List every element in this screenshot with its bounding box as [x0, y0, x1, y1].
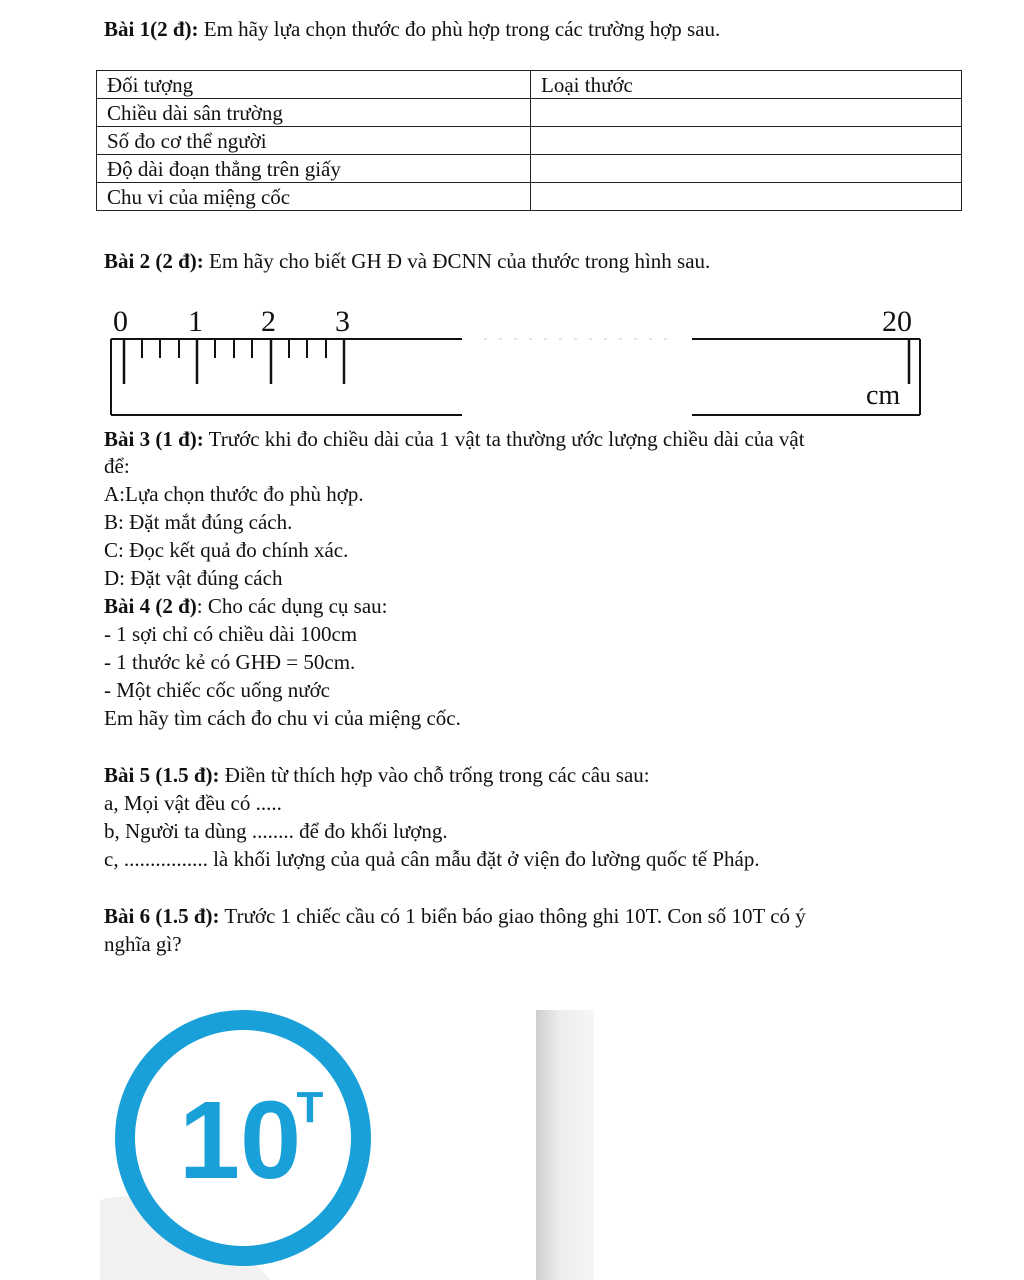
b6-heading — [104, 903, 806, 929]
b5-line-b: b, Người ta dùng ........ để đo khối lượng. — [104, 819, 448, 843]
b5-title: Bài 5 (1.5 đ): — [104, 763, 220, 787]
sign-post-band — [536, 1010, 594, 1280]
b4-question: Em hãy tìm cách đo chu vi của miệng cốc. — [104, 706, 461, 730]
b5-heading — [104, 762, 650, 788]
sign-unit: T — [296, 1083, 324, 1132]
header-object: Đối tượng — [97, 71, 531, 99]
b3-option-c: C: Đọc kết quả đo chính xác. — [104, 538, 349, 562]
b4-item: - 1 sợi chỉ có chiều dài 100cm — [104, 622, 358, 646]
ruler-label-1: 1 — [188, 305, 203, 338]
b2-title: Bài 2 (2 đ): — [104, 249, 204, 273]
b4-text: : Cho các dụng cụ sau: — [196, 594, 388, 618]
ruler-drawing — [0, 0, 1024, 430]
row-object: Độ dài đoạn thẳng trên giấy — [97, 155, 531, 183]
b6-text-cont: nghĩa gì? — [104, 932, 182, 956]
row-object: Chiều dài sân trường — [97, 99, 531, 127]
b5-line-a: a, Mọi vật đều có ..... — [104, 791, 282, 815]
b4-title: Bài 4 (2 đ) — [104, 594, 197, 618]
b2-text: Em hãy cho biết GH Đ và ĐCNN của thước trong hình sau. — [203, 249, 711, 273]
ruler-label-3: 3 — [335, 305, 350, 338]
sign-number: 10 — [178, 1079, 302, 1202]
b6-title: Bài 6 (1.5 đ): — [104, 904, 220, 928]
row-object: Số đo cơ thể người — [97, 127, 531, 155]
weight-limit-sign-icon — [100, 1000, 400, 1280]
header-ruler-type: Loại thước — [531, 71, 962, 99]
row-object: Chu vi của miệng cốc — [97, 183, 531, 211]
b4-item: - Một chiếc cốc uống nước — [104, 678, 330, 702]
b3-option-b: B: Đặt mắt đúng cách. — [104, 510, 293, 534]
ruler-unit: cm — [866, 380, 901, 411]
ruler-label-0: 0 — [113, 305, 128, 338]
ruler-minor-ticks — [142, 339, 326, 358]
b1-title: Bài 1(2 đ): — [104, 17, 199, 41]
b4-item: - 1 thước kẻ có GHĐ = 50cm. — [104, 650, 356, 674]
b3-text-cont: để: — [104, 454, 130, 478]
b3-option-d: D: Đặt vật đúng cách — [104, 566, 283, 590]
ruler-label-20: 20 — [882, 305, 912, 338]
b5-line-c: c, ................ là khối lượng của quả cân mẫu đặt ở viện đo lường quốc tế Pháp. — [104, 847, 760, 871]
b5-text: Điền từ thích hợp vào chỗ trống trong các câu sau: — [219, 763, 650, 787]
b3-title: Bài 3 (1 đ): — [104, 427, 204, 451]
b1-text: Em hãy lựa chọn thước đo phù hợp trong các trường hợp sau. — [198, 17, 721, 41]
b3-option-a: A:Lựa chọn thước đo phù hợp. — [104, 482, 364, 506]
b4-heading — [104, 593, 387, 619]
ruler-label-2: 2 — [261, 305, 276, 338]
b3-text: Trước khi đo chiều dài của 1 vật ta thường ước lượng chiều dài của vật — [203, 427, 805, 451]
b6-text: Trước 1 chiếc cầu có 1 biển báo giao thông ghi 10T. Con số 10T có ý — [219, 904, 806, 928]
b3-heading — [104, 426, 805, 452]
